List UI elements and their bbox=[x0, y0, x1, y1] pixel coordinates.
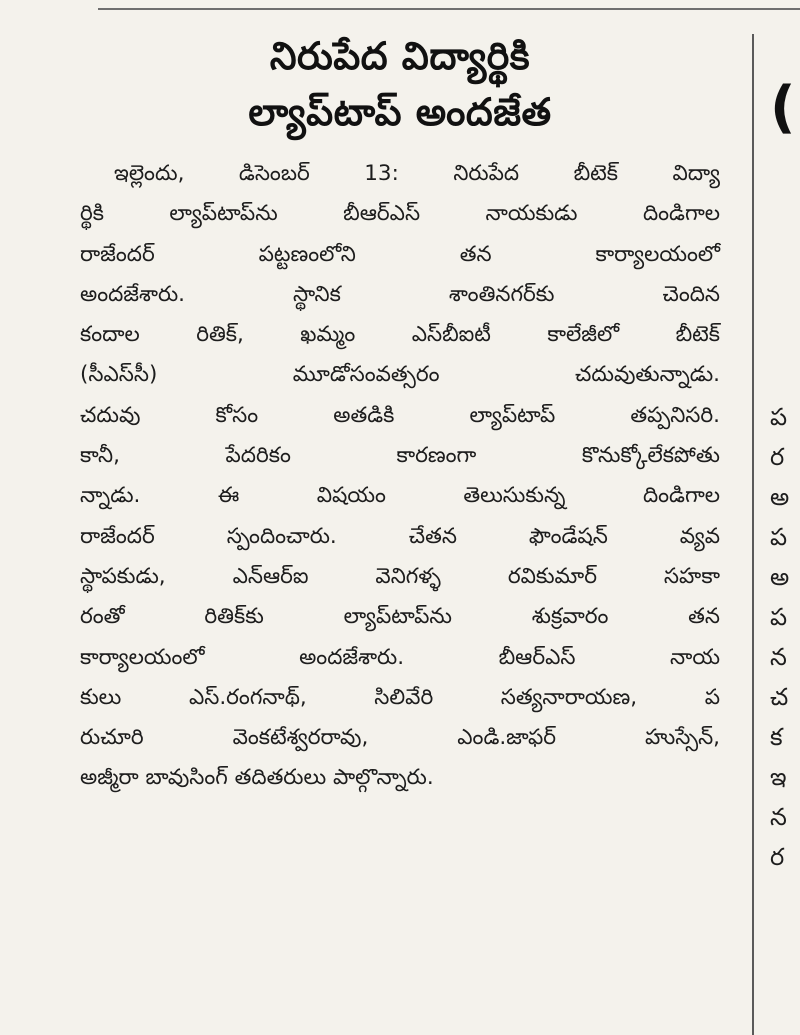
article-body bbox=[80, 154, 720, 799]
adjacent-headline-fragment: ( bbox=[770, 75, 796, 140]
adjacent-text-fragment: క bbox=[770, 723, 783, 751]
body-line: కానీ, పేదరికం కారణంగా కొనుక్కోలేకపోతు bbox=[80, 443, 720, 469]
adjacent-text-fragment: అ bbox=[770, 563, 790, 591]
headline-line-2: ల్యాప్‌టాప్ అందజేత bbox=[248, 90, 552, 134]
article-headline bbox=[80, 28, 720, 140]
adjacent-column-fragment bbox=[770, 0, 800, 1035]
adjacent-text-fragment: న bbox=[770, 643, 787, 671]
body-line: రంతో రితిక్‌కు ల్యాప్‌టాప్‌ను శుక్రవారం తన bbox=[80, 604, 720, 630]
adjacent-text-fragment: చ bbox=[770, 683, 789, 711]
body-line: కందాల రితిక్, ఖమ్మం ఎస్‌బీఐటీ కాలేజీలో బీటెక్ bbox=[80, 322, 720, 348]
adjacent-text-fragment: ర bbox=[770, 843, 785, 871]
adjacent-text-fragment: ఇ bbox=[770, 763, 787, 791]
adjacent-text-fragment: ర bbox=[770, 443, 785, 471]
body-line: న్నాడు. ఈ విషయం తెలుసుకున్న దిండిగాల bbox=[80, 483, 720, 509]
adjacent-text-fragment: ప bbox=[770, 603, 788, 631]
body-line: కార్యాలయంలో అందజేశారు. బీఆర్ఎస్ నాయ bbox=[80, 644, 720, 670]
body-line: అజ్మీరా బావుసింగ్ తదితరులు పాల్గొన్నారు. bbox=[80, 765, 434, 791]
column-divider bbox=[752, 34, 754, 1035]
adjacent-text-fragment: న bbox=[770, 803, 787, 831]
body-line: అందజేశారు. స్థానిక శాంతినగర్‌కు చెందిన bbox=[80, 281, 720, 307]
body-line: చదువు కోసం అతడికి ల్యాప్‌టాప్ తప్పనిసరి. bbox=[80, 402, 720, 428]
body-line: కులు ఎస్.రంగనాథ్, సిలివేరి సత్యనారాయణ, ప bbox=[80, 684, 720, 710]
adjacent-text-fragment: ప bbox=[770, 403, 788, 431]
body-line: రాజేందర్ పట్టణంలోని తన కార్యాలయంలో bbox=[80, 241, 720, 267]
top-rule bbox=[98, 8, 800, 10]
body-line: ఇల్లెందు, డిసెంబర్ 13: నిరుపేద బీటెక్ విద్యా bbox=[114, 161, 720, 186]
body-line: ర్థికి ల్యాప్‌టాప్‌ను బీఆర్ఎస్ నాయకుడు దిండిగాల bbox=[80, 201, 720, 227]
body-line: (సీఎస్‌సీ) మూడోసంవత్సరం చదువుతున్నాడు. bbox=[80, 362, 720, 388]
adjacent-text-fragment: అ bbox=[770, 483, 790, 511]
headline-line-1: నిరుపేద విద్యార్థికి bbox=[269, 34, 531, 78]
body-line: స్థాపకుడు, ఎన్ఆర్ఐ వెనిగళ్ళ రవికుమార్ సహకా bbox=[80, 563, 720, 589]
news-article bbox=[80, 28, 720, 799]
body-line: రుచూరి వెంకటేశ్వరరావు, ఎండి.జాఫర్ హుస్సేన్, bbox=[80, 725, 720, 751]
adjacent-text-fragment: ప bbox=[770, 523, 788, 551]
body-line: రాజేందర్ స్పందించారు. చేతన ఫౌండేషన్ వ్యవ bbox=[80, 523, 720, 549]
